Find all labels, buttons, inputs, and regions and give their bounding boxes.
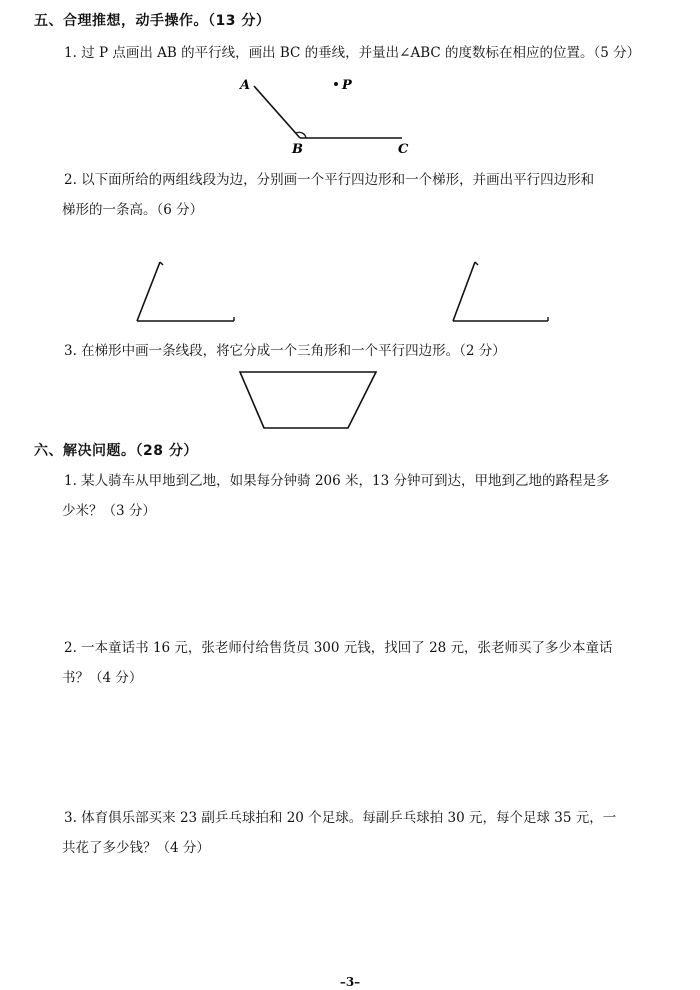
s5-question-3 [64, 336, 669, 366]
s6-q3-line1: 3. 体育俱乐部买来 23 副乒乓球拍和 20 个足球。每副乒乓球拍 30 元，每个足球 35 元，一 [64, 810, 617, 826]
segment-group-2-svg [444, 254, 559, 329]
s6-question-3 [64, 803, 669, 863]
angle-abc-figure [230, 72, 430, 158]
label-b: B [292, 142, 303, 157]
angle-abc-svg [230, 72, 430, 158]
s6-q2-line1: 2. 一本童话书 16 元，张老师付给售货员 300 元钱，找回了 28 元，张老师买了多少本童话 [64, 640, 613, 656]
segment-group-1 [128, 254, 243, 329]
s5-question-1 [64, 38, 669, 68]
segment-group-2 [444, 254, 559, 329]
label-p: P [342, 78, 352, 93]
s5-q2-line2: 梯形的一条高。（6 分） [62, 202, 204, 218]
section-5-title: 五、合理推想，动手操作。（13 分） [34, 13, 271, 29]
s5-q1-text: 1. 过 P 点画出 AB 的平行线，画出 BC 的垂线，并量出∠ABC 的度数标在相应的位置。（5 分） [64, 45, 641, 61]
point-p-dot [334, 82, 338, 86]
s5-q3-text: 3. 在梯形中画一条线段，将它分成一个三角形和一个平行四边形。（2 分） [64, 343, 506, 359]
page-number: –3– [339, 975, 361, 989]
segment-group-1-svg [128, 254, 243, 329]
s6-q3-line2: 共花了多少钱？（4 分） [62, 840, 210, 856]
s6-q1-line2: 少米？（3 分） [62, 503, 156, 519]
label-a: A [240, 78, 251, 93]
s6-q2-line2: 书？（4 分） [62, 670, 143, 686]
s6-question-1 [64, 466, 669, 526]
s6-question-2 [64, 633, 669, 693]
s5-question-2 [64, 165, 669, 225]
label-c: C [398, 142, 409, 157]
trapezoid-shape [240, 372, 376, 428]
trapezoid-figure [234, 368, 384, 434]
section-6-title: 六、解决问题。（28 分） [34, 443, 198, 459]
s5-q2-line1: 2. 以下面所给的两组线段为边，分别画一个平行四边形和一个梯形，并画出平行四边形和 [64, 172, 595, 188]
s6-q1-line1: 1. 某人骑车从甲地到乙地，如果每分钟骑 206 米，13 分钟可到达，甲地到乙地的路程是多 [64, 473, 610, 489]
segment-ba [254, 86, 300, 138]
trapezoid-svg [234, 368, 384, 434]
